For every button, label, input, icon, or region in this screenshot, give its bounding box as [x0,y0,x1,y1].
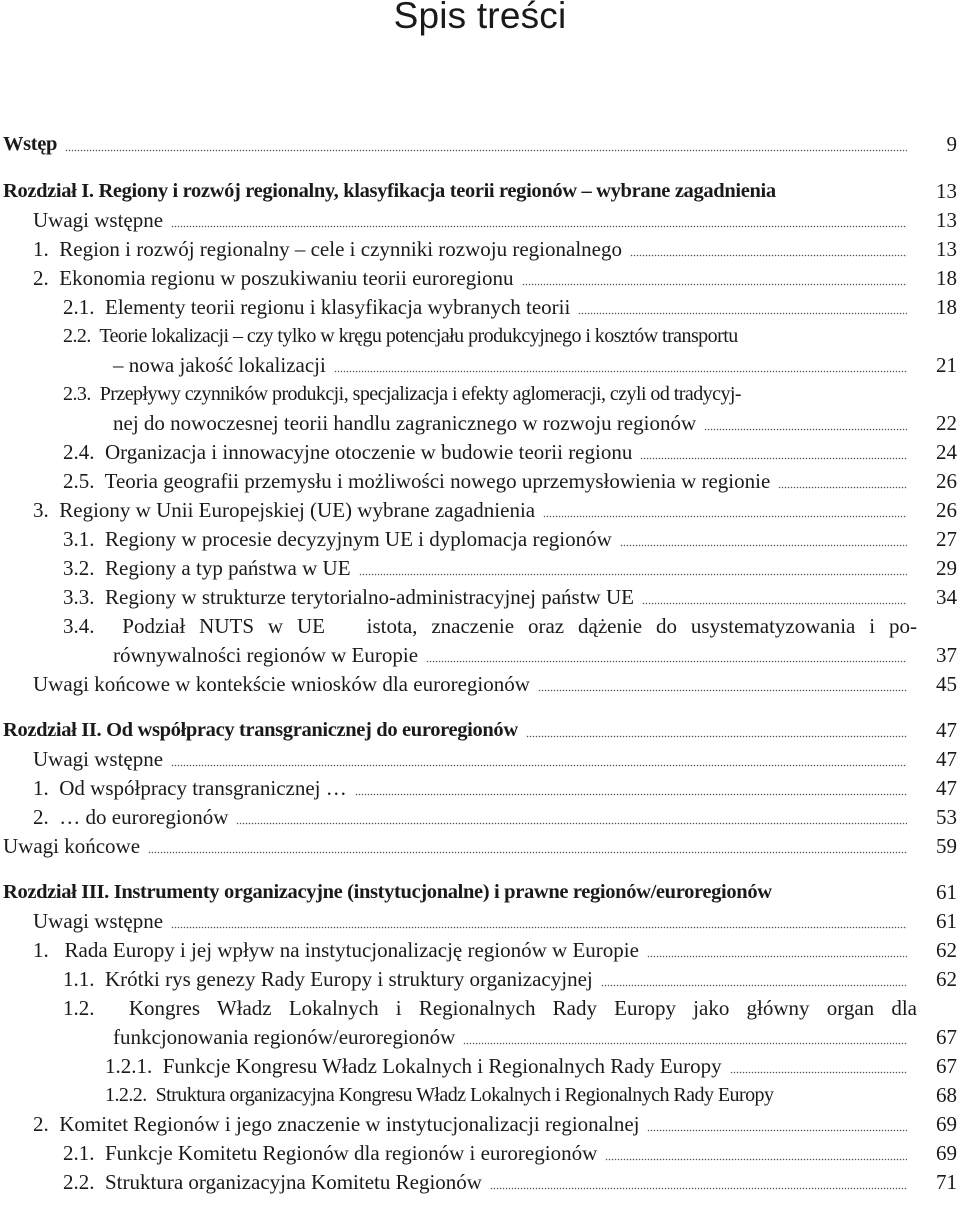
toc-entry-title: 1. Rada Europy i jej wpływ na instytucjonalizację regionów w Europie [33,938,639,962]
toc-page-number: 13 [936,179,957,203]
toc-entry [0,348,960,378]
toc-entry-title: 2. Ekonomia regionu w poszukiwaniu teorii euroregionu [33,266,514,290]
toc-entry-title: 1.1. Krótki rys genezy Rady Europy i struktury organizacyjnej [63,967,593,991]
toc-entry-title: 2.1. Funkcje Komitetu Regionów dla regionów i euroregionów [63,1141,598,1165]
toc-page-number: 29 [936,556,957,580]
toc-entry [0,638,960,668]
dot-leader [704,428,907,431]
toc-entry [0,1078,960,1108]
toc-entry [0,174,960,204]
toc-page-number: 47 [936,776,957,800]
toc-entry [0,203,960,233]
toc-page-number: 45 [936,672,957,696]
toc-entry [0,464,960,494]
toc-entry-title: Rozdział II. Od współpracy transgranicznej do euroregionów [3,719,518,741]
toc-entry [0,551,960,581]
dot-leader [647,1129,907,1132]
toc-entry [0,406,960,436]
toc-entry-title: 1. Region i rozwój regionalny – cele i czynniki rozwoju regionalnego [33,237,622,261]
toc-page-number: 47 [936,718,957,742]
toc-page-number: 53 [936,805,957,829]
toc-page-number: 24 [936,440,957,464]
toc-entry-title: – nowa jakość lokalizacji [113,353,326,377]
toc-entry-title: Uwagi końcowe w kontekście wniosków dla euroregionów [33,672,530,696]
toc-page-number: 47 [936,747,957,771]
dot-leader [605,1158,907,1161]
toc-entry-title: Uwagi wstępne [33,747,164,771]
toc-entry-title: 3.1. Regiony w procesie decyzyjnym UE i dyplomacja regionów [63,527,612,551]
toc-entry [0,290,960,320]
toc-entry-title: Uwagi wstępne [33,208,164,232]
dot-leader [630,254,907,257]
dot-leader [171,764,907,767]
toc-entry-title: Uwagi wstępne [33,909,164,933]
dot-leader [65,149,907,152]
dot-leader [640,457,907,460]
toc-page-number: 61 [936,909,957,933]
toc-page-number: 26 [936,498,957,522]
toc-page-number: 9 [946,132,957,156]
toc-page-number: 27 [936,527,957,551]
toc-page-number: 71 [936,1170,957,1194]
toc-entry-title: Rozdział III. Instrumenty organizacyjne (instytucjonalne) i prawne regionów/euroregionów [3,881,772,903]
dot-leader [647,955,907,958]
toc-entry-title: 3. Regiony w Unii Europejskiej (UE) wybrane zagadnienia [33,498,536,522]
dot-leader [463,1042,907,1045]
toc-entry-title: 2.3. Przepływy czynników produkcji, specjalizacja i efekty aglomeracji, czyli od tradycyj- [63,383,742,405]
page-title: Spis treści [393,0,567,36]
toc-entry [0,742,960,772]
toc-page-number: 67 [936,1054,957,1078]
toc-entry [0,875,960,905]
dot-leader [171,225,907,228]
toc-entry [0,1165,960,1195]
toc-entry [0,904,960,934]
toc-entry [0,1107,960,1137]
toc-entry [0,493,960,523]
toc-entry-title: 2. … do euroregionów [33,805,229,829]
toc-entry-title: 3.4. Podział NUTS w UE istota, znaczenie oraz dążenie do usystematyzowania i po- [63,614,917,638]
toc-entry [0,319,960,349]
toc-page-number: 26 [936,469,957,493]
toc-entry-title: 2.2. Teorie lokalizacji – czy tylko w kręgu potencjału produkcyjnego i kosztów transportu [63,325,738,347]
toc-entry [0,1020,960,1050]
toc-entry [0,771,960,801]
toc-page-number: 68 [936,1083,957,1107]
toc-page-number: 18 [936,266,957,290]
toc-page-number: 22 [936,411,957,435]
toc-entry-title: równywalności regionów w Europie [113,643,419,667]
toc-page-number: 13 [936,237,957,261]
dot-leader [148,851,907,854]
toc-entry [0,829,960,859]
toc-entry-title: Uwagi końcowe [3,834,141,858]
toc-page-number: 59 [936,834,957,858]
dot-leader [359,573,907,576]
toc-entry [0,127,960,157]
toc-entry-title: Rozdział I. Regiony i rozwój regionalny, klasyfikacja teorii regionów – wybrane zagadnienia [3,180,776,202]
toc-entry-title: funkcjonowania regionów/euroregionów [113,1025,456,1049]
toc-entry [0,800,960,830]
toc-entry [0,713,960,743]
dot-leader [171,926,907,929]
toc-entry-title: 1.2.2. Struktura organizacyjna Kongresu Władz Lokalnych i Regionalnych Rady Europy [105,1084,774,1106]
toc-entry [0,1049,960,1079]
toc-page-number: 13 [936,208,957,232]
toc-page-number: 34 [936,585,957,609]
toc-page-number: 37 [936,643,957,667]
dot-leader [490,1187,907,1190]
toc-entry-title: 2.4. Organizacja i innowacyjne otoczenie w budowie teorii regionu [63,440,633,464]
dot-leader [538,689,907,692]
dot-leader [778,486,907,489]
toc-page-number: 21 [936,353,957,377]
toc-entry [0,609,960,639]
toc-entry [0,933,960,963]
dot-leader [236,822,907,825]
dot-leader [730,1071,907,1074]
dot-leader [522,283,907,286]
dot-leader [620,544,907,547]
toc-entry [0,962,960,992]
toc-entry-title: 2.2. Struktura organizacyjna Komitetu Regionów [63,1170,482,1194]
toc-page-number: 67 [936,1025,957,1049]
dot-leader [526,735,907,738]
toc-entry [0,377,960,407]
toc-entry-title: 1.2.1. Funkcje Kongresu Władz Lokalnych i Regionalnych Rady Europy [105,1054,722,1078]
toc-entry [0,991,960,1021]
toc-entry [0,522,960,552]
toc-entry-title: 2. Komitet Regionów i jego znaczenie w instytucjonalizacji regionalnej [33,1112,640,1136]
toc-entry-title: 3.3. Regiony w strukturze terytorialno-administracyjnej państw UE [63,585,634,609]
toc-entry-title: nej do nowoczesnej teorii handlu zagranicznego w rozwoju regionów [113,411,697,435]
toc-entry-title: 3.2. Regiony a typ państwa w UE [63,556,351,580]
toc-page-number: 69 [936,1112,957,1136]
toc-page-number: 62 [936,938,957,962]
dot-leader [578,312,907,315]
toc-entry [0,232,960,262]
dot-leader [355,793,907,796]
toc-entry-title: 2.5. Teoria geografii przemysłu i możliwości nowego uprzemysłowienia w regionie [63,469,771,493]
dot-leader [642,602,907,605]
dot-leader [334,370,907,373]
toc-entry [0,261,960,291]
dot-leader [426,660,907,663]
toc-page-number: 61 [936,880,957,904]
toc-page-number: 69 [936,1141,957,1165]
toc-entry-title: 2.1. Elementy teorii regionu i klasyfikacja wybranych teorii [63,295,571,319]
toc-entry-title: Wstęp [3,133,58,155]
dot-leader [543,515,907,518]
toc-entry-title: 1. Od współpracy transgranicznej … [33,776,347,800]
dot-leader [601,984,907,987]
toc-entry [0,435,960,465]
toc-entry-title: 1.2. Kongres Władz Lokalnych i Regionalnych Rady Europy jako główny organ dla [63,996,917,1020]
toc-entry [0,580,960,610]
toc-page-number: 18 [936,295,957,319]
toc-entry [0,667,960,697]
toc-page-number: 62 [936,967,957,991]
toc-entry [0,1136,960,1166]
